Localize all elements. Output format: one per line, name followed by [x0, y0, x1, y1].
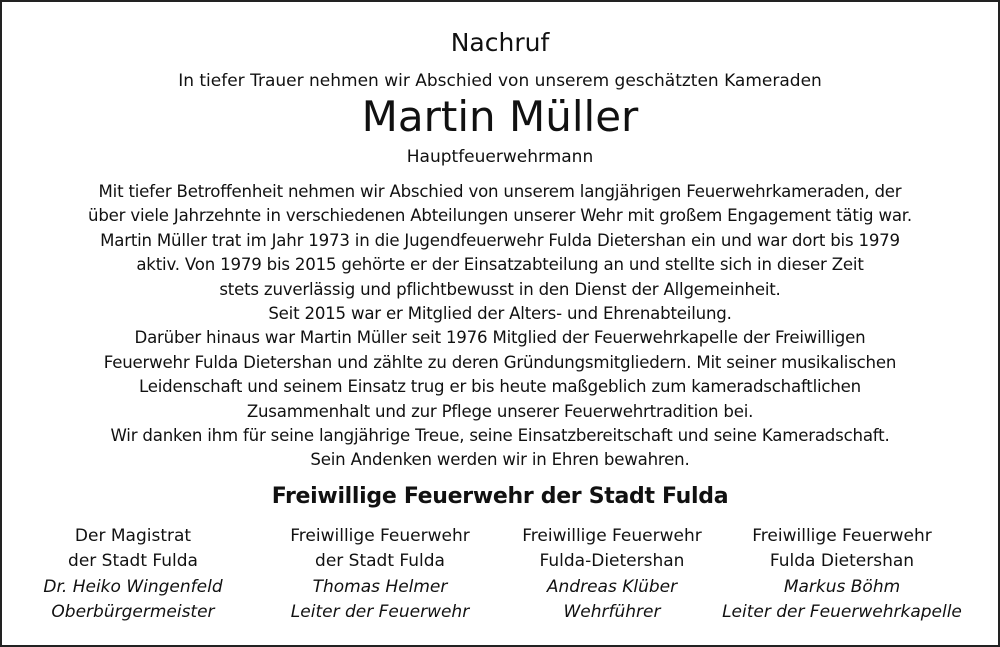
signature-role: Leiter der Feuerwehrkapelle	[722, 601, 962, 622]
body-line: aktiv. Von 1979 bis 2015 gehörte er der Einsatzabteilung an und stellte sich in dieser Zeit	[136, 255, 864, 275]
signature-line: Fulda Dietershan	[769, 551, 915, 572]
signature-block	[487, 524, 737, 625]
signature-person: Dr. Heiko Wingenfeld	[43, 576, 223, 597]
signature-line: Fulda-Dietershan	[539, 551, 685, 572]
signature-role: Wehrführer	[563, 601, 661, 622]
signature-line: Freiwillige Feuerwehr	[522, 526, 702, 546]
body-line: Mit tiefer Betroffenheit nehmen wir Abschied von unserem langjährigen Feuerwehrkameraden, der	[98, 182, 902, 201]
organization-name: Freiwillige Feuerwehr der Stadt Fulda	[271, 484, 729, 509]
signature-role: Leiter der Feuerwehr	[290, 601, 470, 622]
body-line: Feuerwehr Fulda Dietershan und zählte zu deren Gründungsmitgliedern. Mit seiner musikalischen	[103, 352, 897, 372]
signature-block	[717, 524, 967, 625]
body-line: Sein Andenken werden wir in Ehren bewahren.	[310, 450, 690, 470]
signature-block	[255, 524, 505, 625]
signature-person: Andreas Klüber	[546, 576, 678, 597]
signature-person: Thomas Helmer	[312, 576, 448, 597]
signature-role: Oberbürgermeister	[51, 601, 215, 622]
body-line: Seit 2015 war er Mitglied der Alters- und Ehrenabteilung.	[268, 304, 732, 324]
signature-line: Der Magistrat	[74, 526, 192, 546]
body-line: Leidenschaft und seinem Einsatz trug er bis heute maßgeblich zum kameradschaftlichen	[138, 377, 861, 397]
body-line: über viele Jahrzehnte in verschiedenen Abteilungen unserer Wehr mit großem Engagement tätig war.	[88, 206, 912, 226]
intro-text: In tiefer Trauer nehmen wir Abschied von unserem geschätzten Kameraden	[178, 71, 822, 91]
body-line: Zusammenhalt und zur Pflege unserer Feuerwehrtradition bei.	[246, 401, 754, 421]
deceased-rank: Hauptfeuerwehrmann	[406, 147, 594, 167]
signature-person: Markus Böhm	[783, 576, 901, 597]
body-line: Darüber hinaus war Martin Müller seit 1976 Mitglied der Feuerwehrkapelle der Freiwilligen	[134, 328, 866, 348]
body-line: Martin Müller trat im Jahr 1973 in die Jugendfeuerwehr Fulda Dietershan ein und war dort bis 1979	[100, 230, 900, 250]
deceased-name: Martin Müller	[361, 92, 639, 141]
signature-line: Freiwillige Feuerwehr	[290, 526, 470, 546]
body-line: stets zuverlässig und pflichtbewusst in den Dienst der Allgemeinheit.	[219, 279, 781, 299]
body-line: Wir danken ihm für seine langjährige Treue, seine Einsatzbereitschaft und seine Kameradschaft.	[110, 426, 890, 446]
signature-line: Freiwillige Feuerwehr	[752, 526, 932, 546]
signature-line: der Stadt Fulda	[68, 551, 198, 572]
obituary-body	[0, 180, 1000, 473]
signature-line: der Stadt Fulda	[315, 551, 445, 572]
signature-block	[8, 524, 258, 625]
heading: Nachruf	[450, 28, 550, 57]
